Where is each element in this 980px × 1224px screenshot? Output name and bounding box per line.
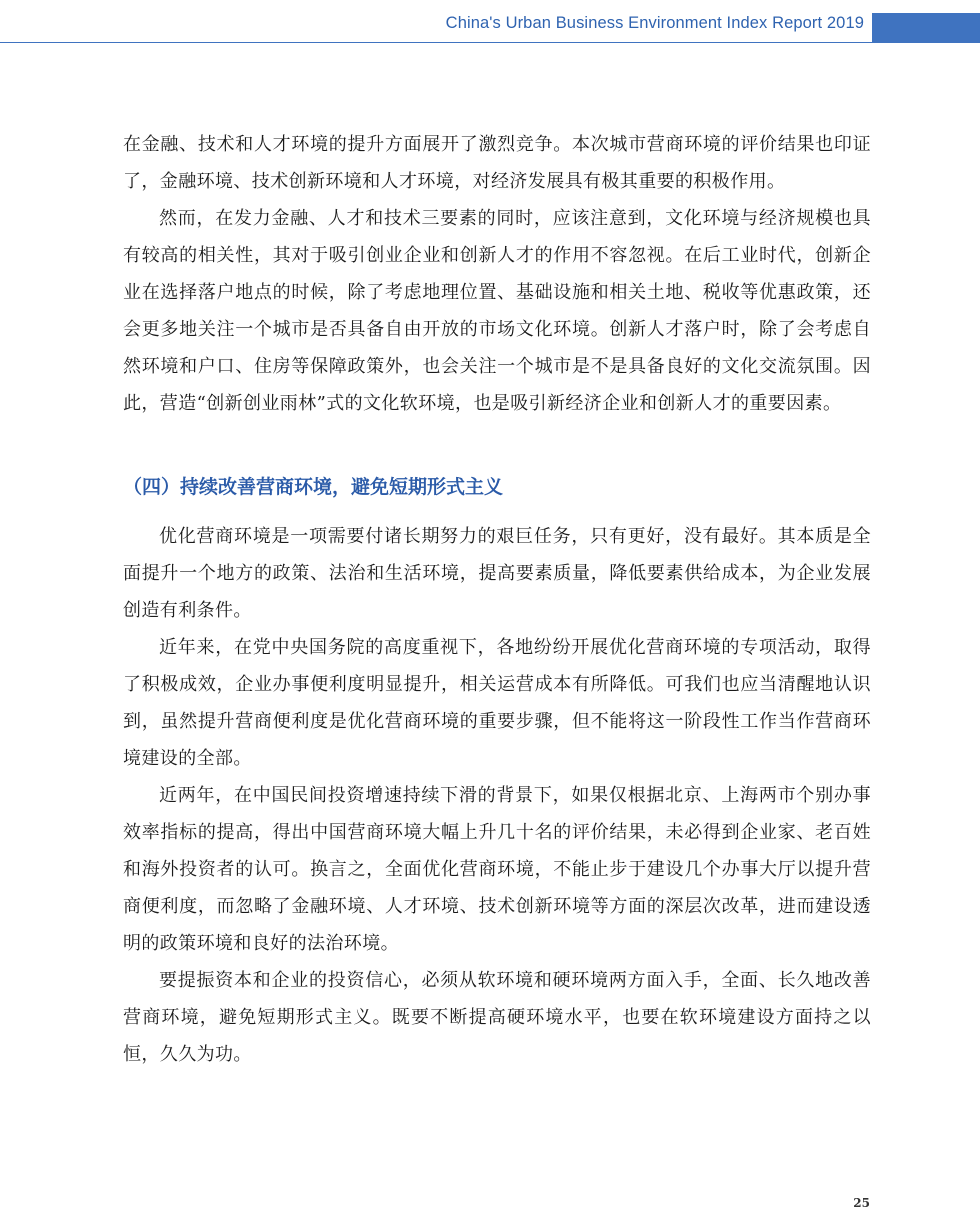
section-heading: （四）持续改善营商环境，避免短期形式主义	[123, 476, 504, 498]
body-paragraph: 要提振资本和企业的投资信心，必须从软环境和硬环境两方面入手，全面、长久地改善营商环境，避免短期形式主义。既要不断提高硬环境水平，也要在软环境建设方面持之以恒，久久为功。	[123, 970, 871, 1065]
header-divider	[0, 42, 872, 43]
header-accent-bar	[872, 13, 980, 43]
body-paragraph: 在金融、技术和人才环境的提升方面展开了激烈竞争。本次城市营商环境的评价结果也印证了，金融环境、技术创新环境和人才环境，对经济发展具有极其重要的积极作用。	[123, 134, 871, 192]
body-paragraph: 然而，在发力金融、人才和技术三要素的同时，应该注意到，文化环境与经济规模也具有较高的相关性，其对于吸引创业企业和创新人才的作用不容忽视。在后工业时代，创新企业在选择落户地点的时候，除了考虑地理位置、基础设施和相关土地、税收等优惠政策，还会更多地关注一个城市是否具备自由开放的市场文化环境。创新人才落户时，除了会考虑自然环境和户口、住房等保障政策外，也会关注一个城市是不是具备良好的文化交流氛围。因此，营造“创新创业雨林”式的文化软环境，也是吸引新经济企业和创新人才的重要因素。	[123, 208, 871, 414]
running-header-title: China's Urban Business Environment Index Report 2019	[445, 14, 864, 32]
page-body	[123, 126, 871, 1073]
body-paragraph: 优化营商环境是一项需要付诸长期努力的艰巨任务，只有更好，没有最好。其本质是全面提升一个地方的政策、法治和生活环境，提高要素质量，降低要素供给成本，为企业发展创造有利条件。	[123, 526, 871, 621]
body-paragraph: 近两年，在中国民间投资增速持续下滑的背景下，如果仅根据北京、上海两市个别办事效率指标的提高，得出中国营商环境大幅上升几十名的评价结果，未必得到企业家、老百姓和海外投资者的认可。换言之，全面优化营商环境，不能止步于建设几个办事大厅以提升营商便利度，而忽略了金融环境、人才环境、技术创新环境等方面的深层次改革，进而建设透明的政策环境和良好的法治环境。	[123, 785, 871, 954]
body-paragraph: 近年来，在党中央国务院的高度重视下，各地纷纷开展优化营商环境的专项活动，取得了积极成效，企业办事便利度明显提升，相关运营成本有所降低。可我们也应当清醒地认识到，虽然提升营商便利度是优化营商环境的重要步骤，但不能将这一阶段性工作当作营商环境建设的全部。	[123, 637, 871, 769]
section-spacer	[123, 422, 871, 468]
page-number: 25	[853, 1196, 870, 1210]
